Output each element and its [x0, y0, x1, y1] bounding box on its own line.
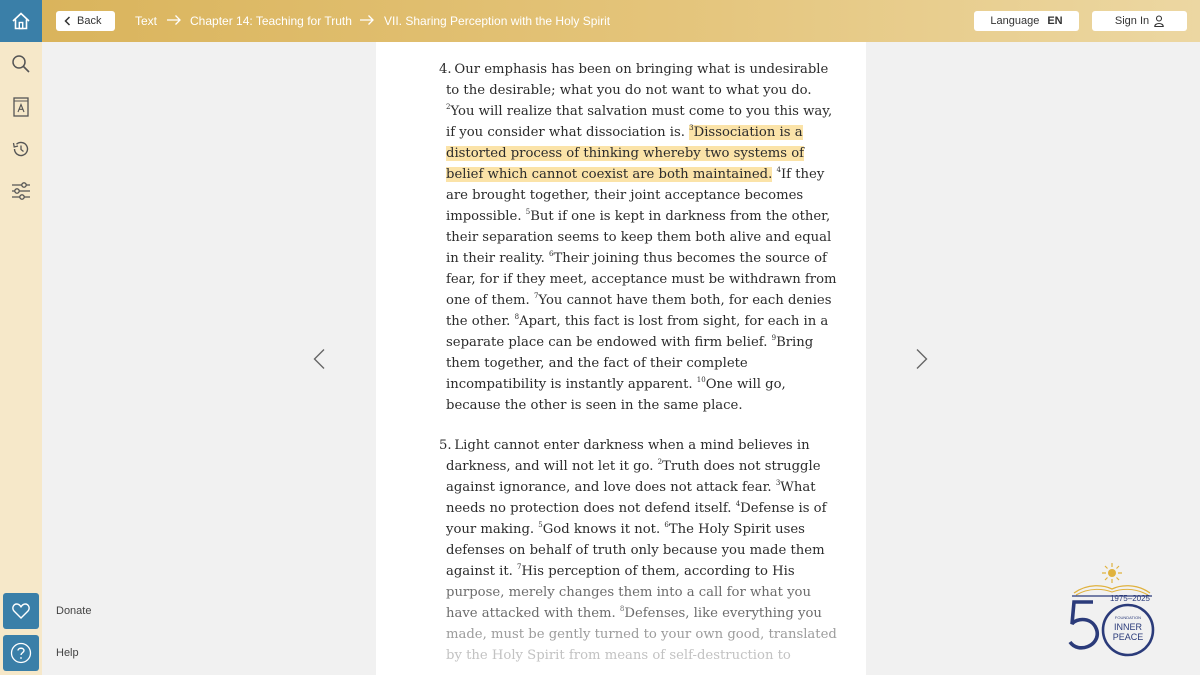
logo-inner: INNER — [1113, 622, 1143, 632]
reading-pane — [376, 42, 866, 675]
arrow-right-icon — [166, 14, 182, 26]
text-line: incompatibility is instantly apparent. $^{10}$One will go, — [446, 376, 786, 392]
person-icon — [1154, 15, 1164, 27]
text-line: one of them. $^7$You cannot have them both, for each denies — [446, 292, 832, 308]
sentence-number: 2 — [446, 103, 451, 111]
text-line: Light cannot enter darkness when a mind believes in — [454, 438, 810, 453]
text-line: fear, for if they meet, acceptance must be withdrawn from — [446, 272, 837, 287]
logo-foundation: FOUNDATION — [1114, 615, 1142, 620]
language-button[interactable] — [974, 11, 1079, 31]
text-line: because the other is seen in the same place. — [446, 398, 743, 413]
previous-page-arrow[interactable] — [312, 348, 326, 370]
text-line — [446, 143, 805, 164]
sentence-number: 9 — [771, 334, 777, 342]
help-button[interactable] — [3, 635, 39, 671]
history-button[interactable] — [9, 137, 33, 161]
text-line: your making. $^5$God knows it not. $^6$The Holy Spirit uses — [446, 521, 805, 537]
text-line: them together, and the fact of their complete — [446, 356, 748, 371]
breadcrumb-chapter[interactable]: Chapter 14: Teaching for Truth — [190, 14, 352, 28]
sentence-number: 8 — [619, 605, 625, 613]
text-line: darkness, and will not let it go. $^2$Truth does not struggle — [446, 458, 821, 474]
text-line: have attacked with them. $^8$Defenses, like everything you — [446, 605, 822, 621]
text-line: by the Holy Spirit from means of self-destruction to — [446, 648, 791, 663]
back-label: Back — [77, 15, 102, 27]
language-code: EN — [1047, 15, 1063, 27]
text-line: separate place can be endowed with firm belief. $^9$Bring — [446, 334, 814, 350]
text-line: to the desirable; what you do not want to what you do. — [446, 83, 812, 98]
sign-in-label: Sign In — [1114, 15, 1150, 27]
text-line: impossible. $^5$But if one is kept in darkness from the other, — [446, 208, 831, 224]
text-line: if you consider what dissociation is. $^3$Dissociation is a — [446, 124, 803, 140]
settings-button[interactable] — [9, 179, 33, 203]
breadcrumb-section[interactable]: VII. Sharing Perception with the Holy Spirit — [384, 14, 611, 28]
paragraph-5 — [439, 435, 837, 666]
text-line: the other. $^8$Apart, this fact is lost from sight, for each in a — [446, 313, 829, 329]
highlighted-text: distorted process of thinking whereby two systems of — [446, 146, 805, 161]
book-icon — [13, 97, 29, 117]
highlighted-text: belief which cannot coexist are both maintained. — [446, 167, 773, 182]
home-icon — [11, 11, 31, 31]
donate-label[interactable]: Donate — [56, 605, 92, 617]
sentence-number: 4 — [776, 166, 781, 174]
text-line: needs no protection does not defend itself. $^4$Defense is of — [446, 500, 827, 516]
chevron-left-icon — [64, 16, 71, 26]
text-line: their separation seems to keep them both alive and equal — [446, 230, 832, 245]
search-button[interactable] — [9, 52, 33, 76]
history-icon — [11, 139, 31, 159]
logo-years: 1975–2025 — [1109, 594, 1150, 603]
highlighted-text: $^3$Dissociation is a — [689, 124, 803, 140]
sentence-number: 2 — [657, 458, 663, 466]
sentence-number: 7 — [517, 563, 522, 571]
sentence-number: 8 — [514, 313, 520, 321]
sentence-number: 5 — [538, 521, 543, 529]
search-icon — [11, 54, 31, 74]
sun-icon — [1102, 563, 1122, 583]
donate-button[interactable] — [3, 593, 39, 629]
question-icon — [10, 642, 32, 664]
paragraph-number: 4. — [439, 62, 452, 77]
paragraph-4 — [439, 59, 837, 416]
sentence-number: 4 — [735, 500, 741, 508]
text-line: made, must be gently turned to your own good, translated — [446, 627, 837, 642]
text-line: belief which cannot coexist are both maintained. $^4$If they — [446, 166, 825, 182]
sentence-number: 5 — [525, 208, 531, 216]
text-line: $^2$You will realize that salvation must come to you this way, — [446, 103, 833, 119]
text-line: against ignorance, and love does not attack fear. $^3$What — [446, 479, 816, 495]
home-button[interactable] — [0, 0, 42, 42]
text-line: purpose, merely changes them into a call for what you — [446, 585, 811, 600]
text-line: defenses on behalf of truth only because you made them — [446, 543, 825, 558]
sentence-number: 6 — [549, 250, 554, 258]
anniversary-logo — [1062, 562, 1162, 662]
paragraph-number: 5. — [439, 438, 452, 453]
language-label: Language — [990, 15, 1040, 27]
next-page-arrow[interactable] — [915, 348, 929, 370]
text-line: are brought together, their joint acceptance becomes — [446, 188, 804, 203]
sentence-number: 3 — [689, 124, 694, 132]
help-label[interactable]: Help — [56, 647, 79, 659]
heart-icon — [12, 603, 30, 619]
top-bar — [0, 0, 1200, 42]
sign-in-button[interactable] — [1092, 11, 1187, 31]
text-line: against it. $^7$His perception of them, according to His — [446, 563, 795, 579]
text-line: Our emphasis has been on bringing what is undesirable — [454, 62, 829, 77]
sentence-number: 6 — [664, 521, 669, 529]
back-button[interactable] — [56, 11, 115, 31]
sentence-number: 10 — [696, 376, 706, 384]
book-button[interactable] — [9, 95, 33, 119]
sidebar — [0, 42, 42, 675]
sentence-number: 3 — [775, 479, 781, 487]
arrow-right-icon — [359, 14, 375, 26]
logo-peace: PEACE — [1112, 632, 1144, 642]
sentence-number: 7 — [533, 292, 539, 300]
sliders-icon — [11, 181, 31, 201]
text-line: in their reality. $^6$Their joining thus becomes the source of — [446, 250, 827, 266]
breadcrumb-text[interactable]: Text — [135, 14, 158, 28]
